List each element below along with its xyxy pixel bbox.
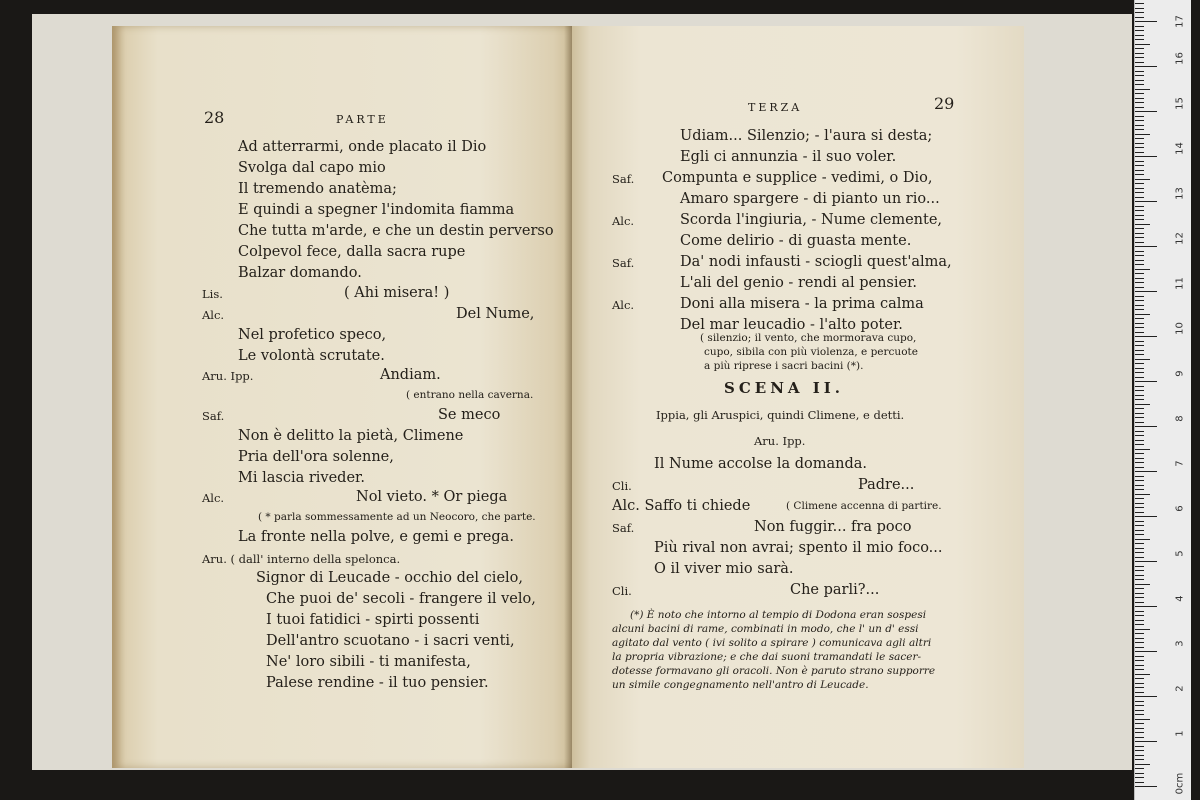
- ruler-tick: [1135, 183, 1144, 184]
- stage-direction: ( * parla sommessamente ad un Neocoro, che parte.: [258, 511, 536, 523]
- ruler-tick: [1135, 111, 1157, 112]
- ruler-tick: [1135, 705, 1144, 706]
- ruler-tick: [1135, 282, 1144, 283]
- ruler-tick: [1135, 629, 1150, 630]
- ruler-tick: [1135, 647, 1144, 648]
- ruler-tick: [1135, 174, 1144, 175]
- ruler-number: 16: [1174, 52, 1186, 65]
- ruler-tick: [1135, 651, 1157, 652]
- ruler-tick: [1135, 413, 1144, 414]
- scene-cast: Ippia, gli Aruspici, quindi Climene, e detti.: [656, 408, 905, 422]
- ruler-tick: [1135, 507, 1144, 508]
- ruler-tick: [1135, 318, 1144, 319]
- ruler-tick: [1135, 3, 1144, 4]
- verse-line: Alc. Saffo ti chiede: [612, 498, 751, 514]
- ruler-unit-label: 0cm: [1174, 772, 1186, 795]
- ruler-tick: [1135, 444, 1144, 445]
- speaker-direction: Aru. ( dall' interno della spelonca.: [202, 552, 401, 566]
- ruler-tick: [1135, 57, 1144, 58]
- ruler-tick: [1135, 656, 1144, 657]
- ruler-tick: [1135, 674, 1150, 675]
- ruler-tick: [1135, 773, 1144, 774]
- ruler-tick: [1135, 480, 1144, 481]
- verse-line: Svolga dal capo mio: [238, 160, 386, 176]
- ruler-tick: [1135, 345, 1144, 346]
- ruler-tick: [1135, 179, 1150, 180]
- verse-line: Balzar domando.: [238, 265, 362, 281]
- ruler-tick: [1135, 89, 1150, 90]
- ruler-tick: [1135, 548, 1144, 549]
- ruler-tick: [1135, 8, 1144, 9]
- ruler-tick: [1135, 336, 1157, 337]
- ruler-tick: [1135, 494, 1150, 495]
- ruler-tick: [1135, 26, 1144, 27]
- ruler-tick: [1135, 669, 1144, 670]
- verse-line: Che puoi de' secoli - frangere il velo,: [266, 591, 536, 607]
- ruler-tick: [1135, 260, 1144, 261]
- ruler-tick: [1135, 624, 1144, 625]
- ruler-tick: [1135, 116, 1144, 117]
- ruler-number: 9: [1174, 370, 1186, 377]
- verse-line: Del Nume,: [456, 306, 535, 322]
- ruler-tick: [1135, 489, 1144, 490]
- ruler-tick: [1135, 80, 1144, 81]
- ruler-tick: [1135, 62, 1144, 63]
- ruler-tick: [1135, 503, 1144, 504]
- ruler-tick: [1135, 768, 1144, 769]
- verse-line: Pria dell'ora solenne,: [238, 449, 394, 465]
- verse-line: Che tutta m'arde, e che un destin perverso: [238, 223, 554, 239]
- ruler-tick: [1135, 125, 1144, 126]
- verse-line: Ad atterrarmi, onde placato il Dio: [238, 139, 487, 155]
- ruler-number: 1: [1174, 730, 1186, 737]
- ruler-tick: [1135, 759, 1144, 760]
- ruler-tick: [1135, 467, 1144, 468]
- ruler-tick: [1135, 777, 1144, 778]
- ruler-tick: [1135, 552, 1144, 553]
- ruler-tick: [1135, 746, 1144, 747]
- stage-direction: ( Climene accenna di partire.: [786, 500, 942, 512]
- ruler-number: 8: [1174, 415, 1186, 422]
- ruler-tick: [1135, 30, 1144, 31]
- footnote-line: (*) È noto che intorno al tempio di Dodona eran sospesi: [630, 609, 927, 621]
- ruler-tick: [1135, 498, 1144, 499]
- ruler-tick: [1135, 422, 1144, 423]
- ruler-tick: [1135, 642, 1144, 643]
- verse-line: Più rival non avrai; spento il mio foco...: [654, 540, 943, 556]
- ruler-tick: [1135, 512, 1144, 513]
- verse-line: Non è delitto la pietà, Climene: [238, 428, 464, 444]
- ruler-tick: [1135, 327, 1144, 328]
- ruler-tick: [1135, 314, 1150, 315]
- verse-line: Come delirio - di guasta mente.: [680, 233, 912, 249]
- ruler-number: 7: [1174, 460, 1186, 467]
- ruler-tick: [1135, 737, 1144, 738]
- ruler-tick: [1135, 323, 1144, 324]
- ruler-tick: [1135, 638, 1144, 639]
- ruler-tick: [1135, 305, 1144, 306]
- ruler-tick: [1135, 17, 1144, 18]
- footnote-line: dotesse formavano gli oracoli. Non è paruto strano supporre: [612, 665, 936, 677]
- ruler-tick: [1135, 692, 1144, 693]
- running-head: PARTE: [336, 113, 389, 126]
- verse-line: Nel profetico speco,: [238, 327, 387, 343]
- ruler-tick: [1135, 309, 1144, 310]
- speaker-label: Alc.: [202, 491, 225, 505]
- ruler-tick: [1135, 219, 1144, 220]
- verse-line: Signor di Leucade - occhio del cielo,: [256, 570, 523, 586]
- ruler-tick: [1135, 251, 1144, 252]
- ruler-tick: [1135, 516, 1157, 517]
- ruler-number: 4: [1174, 595, 1186, 602]
- verse-line: Se meco: [438, 407, 501, 423]
- ruler-tick: [1135, 147, 1144, 148]
- ruler-tick: [1135, 701, 1144, 702]
- ruler-tick: [1135, 363, 1144, 364]
- page-number: 29: [934, 94, 955, 113]
- ruler-tick: [1135, 584, 1150, 585]
- ruler-tick: [1135, 192, 1144, 193]
- speaker-label: Aru. Ipp.: [754, 434, 806, 448]
- ruler-tick: [1135, 426, 1157, 427]
- verse-line: O il viver mio sarà.: [654, 561, 794, 577]
- ruler-tick: [1135, 458, 1144, 459]
- verse-line: L'ali del genio - rendi al pensier.: [680, 275, 918, 291]
- ruler-tick: [1135, 566, 1144, 567]
- verse-line: Non fuggir... fra poco: [754, 519, 912, 535]
- ruler-tick: [1135, 291, 1157, 292]
- verse-line: Mi lascia riveder.: [238, 470, 365, 486]
- ruler-tick: [1135, 156, 1157, 157]
- ruler-tick: [1135, 359, 1150, 360]
- ruler-number: 15: [1174, 97, 1186, 110]
- ruler-tick: [1135, 354, 1144, 355]
- ruler-tick: [1135, 165, 1144, 166]
- verse-line: Del mar leucadio - l'alto poter.: [680, 317, 903, 333]
- ruler-number: 13: [1174, 187, 1186, 200]
- speaker-label: Aru. Ipp.: [202, 369, 254, 383]
- ruler-tick: [1135, 606, 1157, 607]
- verse-line: Il tremendo anatèma;: [238, 181, 397, 197]
- ruler-tick: [1135, 404, 1150, 405]
- left-page: [112, 26, 572, 768]
- ruler-tick: [1135, 107, 1144, 108]
- ruler-tick: [1135, 750, 1144, 751]
- ruler-tick: [1135, 615, 1144, 616]
- ruler-tick: [1135, 48, 1144, 49]
- verse-line: Che parli?...: [790, 582, 880, 598]
- ruler-tick: [1135, 296, 1144, 297]
- ruler-tick: [1135, 660, 1144, 661]
- ruler-number: 10: [1174, 322, 1186, 335]
- ruler-tick: [1135, 408, 1144, 409]
- speaker-label: Cli.: [612, 479, 632, 493]
- ruler-tick: [1135, 575, 1144, 576]
- speaker-label: Saf.: [612, 172, 635, 186]
- page-number: 28: [204, 108, 225, 127]
- ruler-tick: [1135, 287, 1144, 288]
- measuring-ruler: [1134, 0, 1191, 800]
- ruler-tick: [1135, 368, 1144, 369]
- footnote-line: alcuni bacini di rame, combinati in modo, che l' un d' essi: [612, 623, 919, 635]
- ruler-tick: [1135, 12, 1144, 13]
- verse-line: Amaro spargere - di pianto un rio...: [680, 191, 940, 207]
- verse-line: Il Nume accolse la domanda.: [654, 456, 867, 472]
- running-head: TERZA: [748, 101, 803, 114]
- ruler-tick: [1135, 525, 1144, 526]
- ruler-number: 17: [1174, 15, 1186, 28]
- ruler-tick: [1135, 602, 1144, 603]
- ruler-tick: [1135, 66, 1157, 67]
- ruler-tick: [1135, 35, 1144, 36]
- ruler-tick: [1135, 539, 1150, 540]
- ruler-tick: [1135, 246, 1157, 247]
- ruler-tick: [1135, 129, 1144, 130]
- stage-direction: cupo, sibila con più violenza, e percuote: [704, 346, 918, 358]
- ruler-tick: [1135, 588, 1144, 589]
- right-page: [572, 26, 1024, 768]
- footnote-line: la propria vibrazione; e che dai suoni tramandati le sacer-: [612, 651, 922, 663]
- verse-line: Palese rendine - il tuo pensier.: [266, 675, 489, 691]
- ruler-tick: [1135, 377, 1144, 378]
- ruler-tick: [1135, 71, 1144, 72]
- verse-line: Ne' loro sibili - ti manifesta,: [266, 654, 471, 670]
- verse-line: Andiam.: [380, 367, 441, 383]
- ruler-tick: [1135, 395, 1144, 396]
- ruler-number: 14: [1174, 142, 1186, 155]
- ruler-tick: [1135, 732, 1144, 733]
- ruler-tick: [1135, 449, 1150, 450]
- ruler-tick: [1135, 755, 1144, 756]
- verse-line: Nol vieto. * Or piega: [356, 489, 508, 505]
- ruler-tick: [1135, 233, 1144, 234]
- ruler-tick: [1135, 350, 1144, 351]
- ruler-tick: [1135, 228, 1144, 229]
- ruler-tick: [1135, 75, 1144, 76]
- ruler-tick: [1135, 570, 1144, 571]
- ruler-tick: [1135, 152, 1144, 153]
- ruler-tick: [1135, 237, 1144, 238]
- ruler-tick: [1135, 710, 1144, 711]
- ruler-tick: [1135, 728, 1144, 729]
- ruler-tick: [1135, 521, 1144, 522]
- ruler-tick: [1135, 381, 1157, 382]
- ruler-tick: [1135, 557, 1144, 558]
- ruler-tick: [1135, 98, 1144, 99]
- verse-line: La fronte nella polve, e gemi e prega.: [238, 529, 514, 545]
- ruler-tick: [1135, 188, 1144, 189]
- ruler-tick: [1135, 138, 1144, 139]
- speaker-label: Alc.: [612, 298, 635, 312]
- ruler-tick: [1135, 683, 1144, 684]
- ruler-tick: [1135, 372, 1144, 373]
- ruler-tick: [1135, 201, 1157, 202]
- verse-line: Da' nodi infausti - sciogli quest'alma,: [680, 254, 952, 270]
- ruler-tick: [1135, 255, 1144, 256]
- ruler-tick: [1135, 341, 1144, 342]
- ruler-number: 6: [1174, 505, 1186, 512]
- ruler-tick: [1135, 476, 1144, 477]
- ruler-tick: [1135, 471, 1157, 472]
- ruler-tick: [1135, 273, 1144, 274]
- ruler-tick: [1135, 210, 1144, 211]
- ruler-tick: [1135, 278, 1144, 279]
- open-book: [112, 26, 1034, 774]
- ruler-tick: [1135, 435, 1144, 436]
- ruler-number: 12: [1174, 232, 1186, 245]
- verse-line: Dell'antro scuotano - i sacri venti,: [266, 633, 515, 649]
- ruler-tick: [1135, 764, 1150, 765]
- speaker-label: Cli.: [612, 584, 632, 598]
- ruler-tick: [1135, 134, 1150, 135]
- ruler-tick: [1135, 386, 1144, 387]
- ruler-tick: [1135, 44, 1150, 45]
- verse-line: Doni alla misera - la prima calma: [680, 296, 924, 312]
- ruler-tick: [1135, 440, 1144, 441]
- stage-direction: a più riprese i sacri bacini (*).: [704, 360, 864, 372]
- scene-heading: SCENA II.: [724, 379, 845, 397]
- ruler-tick: [1135, 723, 1144, 724]
- verse-line: Le volontà scrutate.: [238, 348, 385, 364]
- ruler-tick: [1135, 143, 1144, 144]
- stage-direction: ( Ahi misera! ): [344, 285, 450, 301]
- speaker-label: Lis.: [202, 287, 223, 301]
- ruler-number: 5: [1174, 550, 1186, 557]
- ruler-tick: [1135, 264, 1144, 265]
- ruler-tick: [1135, 633, 1144, 634]
- speaker-label: Saf.: [612, 256, 635, 270]
- speaker-label: Saf.: [612, 521, 635, 535]
- ruler-tick: [1135, 93, 1144, 94]
- verse-line: I tuoi fatidici - spirti possenti: [266, 612, 480, 628]
- ruler-tick: [1135, 741, 1157, 742]
- ruler-tick: [1135, 611, 1144, 612]
- ruler-tick: [1135, 417, 1144, 418]
- ruler-tick: [1135, 696, 1157, 697]
- ruler-tick: [1135, 714, 1144, 715]
- ruler-tick: [1135, 620, 1144, 621]
- verse-line: Compunta e supplice - vedimi, o Dio,: [662, 170, 933, 186]
- ruler-tick: [1135, 786, 1157, 787]
- ruler-tick: [1135, 53, 1144, 54]
- footnote-line: un simile congegnamento nell'antro di Leucade.: [612, 679, 869, 691]
- ruler-tick: [1135, 399, 1144, 400]
- ruler-tick: [1135, 197, 1144, 198]
- stage-direction: ( entrano nella caverna.: [406, 389, 534, 401]
- ruler-tick: [1135, 269, 1150, 270]
- ruler-tick: [1135, 462, 1144, 463]
- speaker-label: Alc.: [612, 214, 635, 228]
- ruler-number: 11: [1174, 277, 1186, 290]
- ruler-number: 2: [1174, 685, 1186, 692]
- ruler-tick: [1135, 84, 1144, 85]
- ruler-tick: [1135, 543, 1144, 544]
- ruler-tick: [1135, 224, 1150, 225]
- speaker-label: Alc.: [202, 308, 225, 322]
- ruler-tick: [1135, 170, 1144, 171]
- verse-line: Colpevol fece, dalla sacra rupe: [238, 244, 466, 260]
- ruler-tick: [1135, 485, 1144, 486]
- ruler-tick: [1135, 242, 1144, 243]
- ruler-tick: [1135, 120, 1144, 121]
- verse-line: E quindi a spegner l'indomita fiamma: [238, 202, 515, 218]
- ruler-tick: [1135, 102, 1144, 103]
- ruler-tick: [1135, 530, 1144, 531]
- ruler-tick: [1135, 719, 1150, 720]
- ruler-tick: [1135, 665, 1144, 666]
- ruler-tick: [1135, 579, 1144, 580]
- ruler-tick: [1135, 561, 1157, 562]
- stage-direction: ( silenzio; il vento, che mormorava cupo,: [700, 332, 917, 344]
- ruler-tick: [1135, 431, 1144, 432]
- verse-line: Padre...: [858, 477, 915, 493]
- speaker-label: Saf.: [202, 409, 225, 423]
- ruler-tick: [1135, 597, 1144, 598]
- ruler-tick: [1135, 300, 1144, 301]
- ruler-tick: [1135, 206, 1144, 207]
- verse-line: Udiam... Silenzio; - l'aura si desta;: [680, 128, 933, 144]
- verse-line: Egli ci annunzia - il suo voler.: [680, 149, 897, 165]
- ruler-tick: [1135, 332, 1144, 333]
- ruler-tick: [1135, 687, 1144, 688]
- footnote-line: agitato dal vento ( ivi solito a spirare ) comunicava agli altri: [612, 637, 932, 649]
- ruler-tick: [1135, 678, 1144, 679]
- ruler-tick: [1135, 161, 1144, 162]
- ruler-number: 3: [1174, 640, 1186, 647]
- ruler-tick: [1135, 534, 1144, 535]
- verse-line: Scorda l'ingiuria, - Nume clemente,: [680, 212, 943, 228]
- ruler-tick: [1135, 21, 1157, 22]
- ruler-tick: [1135, 390, 1144, 391]
- ruler-tick: [1135, 782, 1144, 783]
- ruler-tick: [1135, 453, 1144, 454]
- ruler-tick: [1135, 593, 1144, 594]
- ruler-tick: [1135, 39, 1144, 40]
- ruler-tick: [1135, 215, 1144, 216]
